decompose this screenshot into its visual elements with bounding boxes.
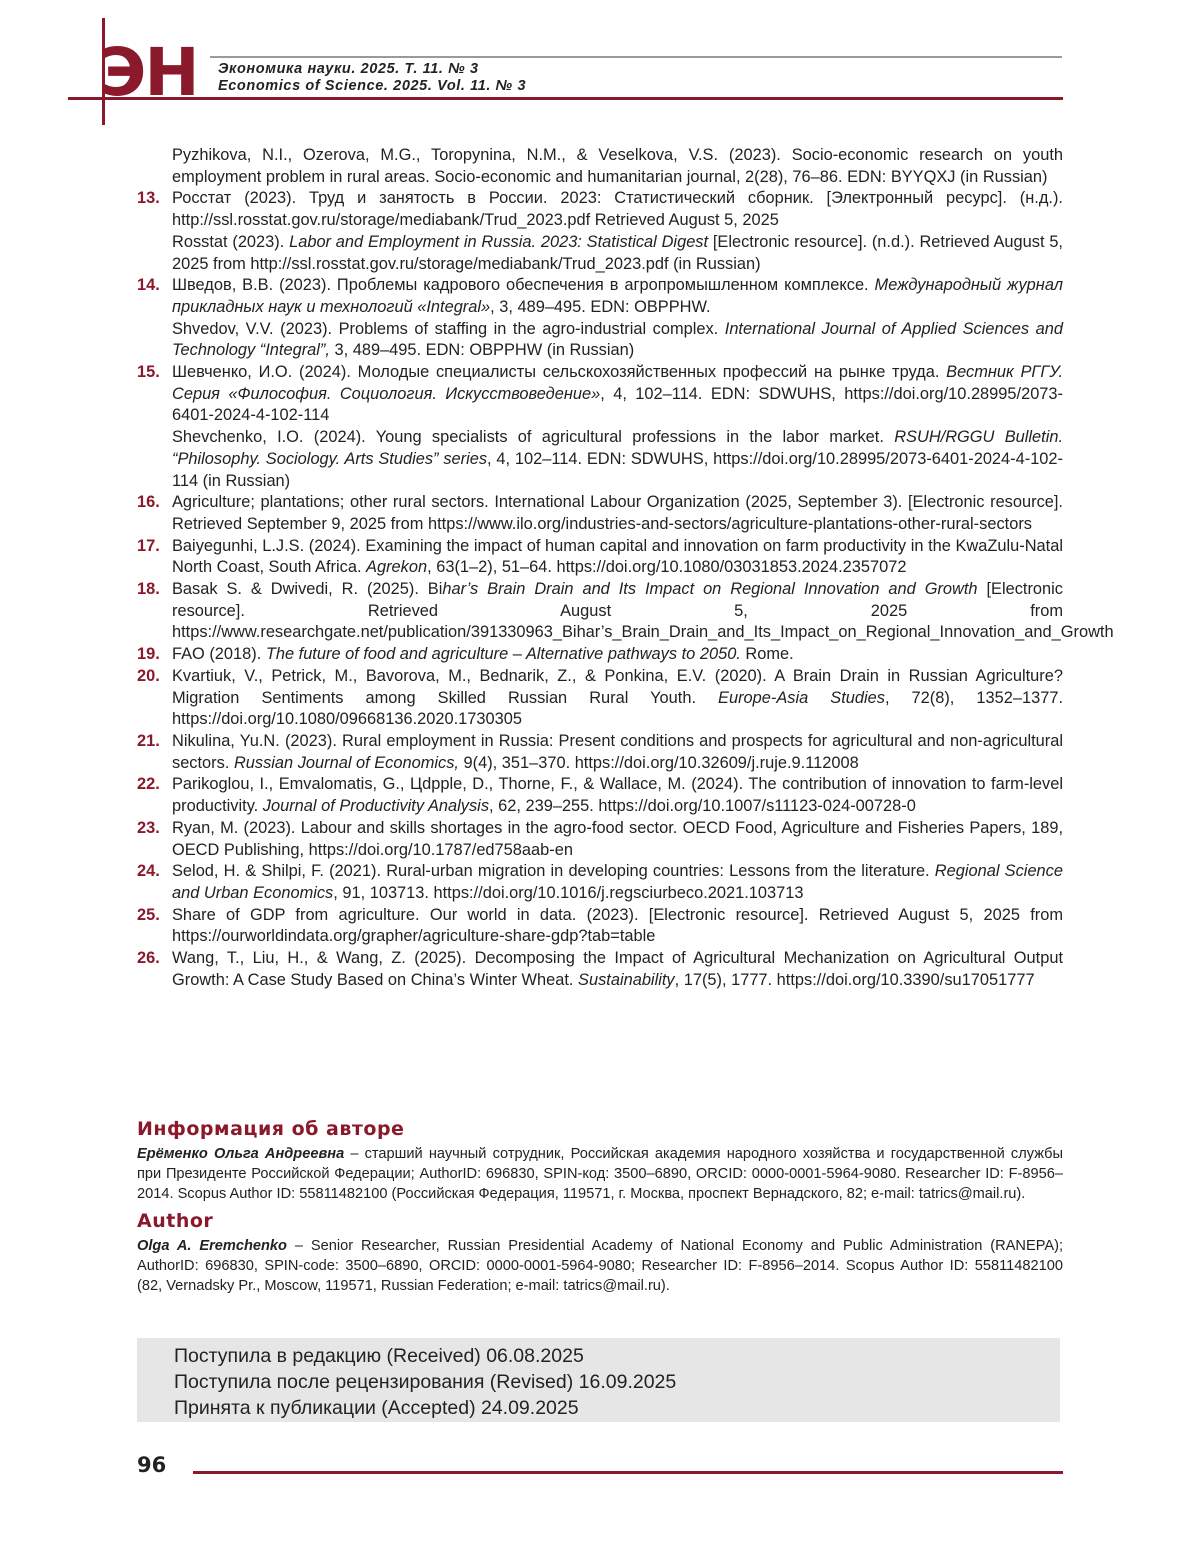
- author-info-ru: Ерёменко Ольга Андреевна – старший научный сотрудник, Российская академия народного хозяйства и государственной службы при Президенте Российской Федерации; AuthorID: 696830, SPIN-код: 3500–6890, ORCID: 0000-0001-5964-9080. Researcher ID: F-8956–2014. Scopus Author ID: 55811482100 (Российская Федерация, 119571, г. Москва, проспект Вернадского, 82; e-mail: tatrics@mail.ru).: [137, 1144, 1063, 1204]
- reference-text: Wang, T., Liu, H., & Wang, Z. (2025). Decomposing the Impact of Agricultural Mechanization on Agricultural Output Growth: A Case Study Based on China’s Winter Wheat. Sustainability, 17(5), 1777. https://doi.org/10.3390/su17051777: [172, 948, 1063, 991]
- author-info-en: Olga A. Eremchenko – Senior Researcher, Russian Presidential Academy of National Economy and Public Administration (RANEPA); AuthorID: 696830, SPIN-code: 3500–6890, ORCID: 0000-0001-5964-9080; Researcher ID: F-8956–2014. Scopus Author ID: 55811482100 (82, Vernadsky Pr., Moscow, 119571, Russian Federation; e-mail: tatrics@mail.ru).: [137, 1236, 1063, 1296]
- reference-number: 24.: [137, 861, 160, 883]
- journal-title-en: Economics of Science. 2025. Vol. 11. № 3: [218, 78, 526, 94]
- reference-item: [137, 774, 1063, 817]
- reference-item: [137, 644, 1063, 666]
- reference-number: 15.: [137, 362, 160, 384]
- reference-text-en: Shevchenko, I.O. (2024). Young specialists of agricultural professions in the labor market. RSUH/RGGU Bulletin. “Philosophy. Sociology. Arts Studies” series, 4, 102–114. EDN: SDWUHS, https://doi.org/10.28995/2073-6401-2024-4-102-114 (in Russian): [172, 427, 1063, 492]
- reference-item: [137, 905, 1063, 948]
- journal-title-ru: Экономика науки. 2025. Т. 11. № 3: [218, 61, 479, 77]
- reference-text-ru: Росстат (2023). Труд и занятость в России. 2023: Статистический сборник. [Электронный ресурс]. (н.д.). http://ssl.rosstat.gov.ru/storage/mediabank/Trud_2023.pdf Retrieved August 5, 2025: [172, 188, 1063, 231]
- reference-number: 25.: [137, 905, 160, 927]
- reference-number: 19.: [137, 644, 160, 666]
- reference-number: 18.: [137, 579, 160, 601]
- reference-item: [137, 362, 1063, 492]
- reference-number: 23.: [137, 818, 160, 840]
- footer-rule: [193, 1471, 1063, 1474]
- reference-text-ru: Шевченко, И.О. (2024). Молодые специалисты сельскохозяйственных профессий на рынке труда. Вестник РГГУ. Серия «Философия. Социология. Искусствоведение», 4, 102–114. EDN: SDWUHS, https://doi.org/10.28995/2073-6401-2024-4-102-114: [172, 362, 1063, 427]
- reference-text: Parikoglou, I., Emvalomatis, G., Цdpple, D., Thorne, F., & Wallace, M. (2024). The contribution of innovation to farm-level productivity. Journal of Productivity Analysis, 62, 239–255. https://doi.org/10.1007/s11123-024-00728-0: [172, 774, 1063, 817]
- reference-number: 13.: [137, 188, 160, 210]
- author-name-en: Olga A. Eremchenko: [137, 1238, 287, 1254]
- reference-item: [137, 948, 1063, 991]
- reference-text-en: Shvedov, V.V. (2023). Problems of staffing in the agro-industrial complex. International Journal of Applied Sciences and Technology “Integral”, 3, 489–495. EDN: OBPPHW (in Russian): [172, 319, 1063, 362]
- reference-number: 26.: [137, 948, 160, 970]
- reference-item: [137, 666, 1063, 731]
- reference-item: [137, 818, 1063, 861]
- reference-number: 14.: [137, 275, 160, 297]
- reference-item: [137, 579, 1063, 644]
- author-section: [137, 1112, 1063, 1302]
- reference-text: FAO (2018). The future of food and agriculture – Alternative pathways to 2050. Rome.: [172, 644, 1063, 666]
- reference-text: Agriculture; plantations; other rural sectors. International Labour Organization (2025, September 3). [Electronic resource]. Retrieved September 9, 2025 from https://www.ilo.org/industries-and-sectors/agriculture-plantations-other-rural-sectors: [172, 492, 1063, 535]
- reference-text: Baiyegunhi, L.J.S. (2024). Examining the impact of human capital and innovation on farm productivity in the KwaZulu-Natal North Coast, South Africa. Agrekon, 63(1–2), 51–64. https://doi.org/10.1080/03031853.2024.2357072: [172, 536, 1063, 579]
- received-date: Поступила в редакцию (Received) 06.08.2025: [174, 1345, 584, 1368]
- reference-text: Kvartiuk, V., Petrick, M., Bavorova, M., Bednarik, Z., & Ponkina, E.V. (2020). A Brain Drain in Russian Agriculture? Migration Sentiments among Skilled Russian Rural Youth. Europe-Asia Studies, 72(8), 1352–1377. https://doi.org/10.1080/09668136.2020.1730305: [172, 666, 1063, 731]
- reference-item: [137, 188, 1063, 275]
- revised-date: Поступила после рецензирования (Revised) 16.09.2025: [174, 1371, 676, 1394]
- reference-item: [137, 275, 1063, 362]
- page-number: 96: [137, 1453, 166, 1477]
- header-grey-rule: [210, 56, 1062, 58]
- author-name-ru: Ерёменко Ольга Андреевна: [137, 1146, 344, 1162]
- reference-item: [137, 536, 1063, 579]
- reference-text: Share of GDP from agriculture. Our world in data. (2023). [Electronic resource]. Retrieved August 5, 2025 from https://ourworldindata.org/grapher/agriculture-share-gdp?tab=table: [172, 905, 1063, 948]
- header-red-rule: [68, 97, 1063, 100]
- reference-text-en: Rosstat (2023). Labor and Employment in Russia. 2023: Statistical Digest [Electronic resource]. (n.d.). Retrieved August 5, 2025 from http://ssl.rosstat.gov.ru/storage/mediabank/Trud_2023.pdf (in Russian): [172, 232, 1063, 275]
- reference-number: 17.: [137, 536, 160, 558]
- reference-text: Basak S. & Dwivedi, R. (2025). Bihar’s Brain Drain and Its Impact on Regional Innovation and Growth [Electronic resource]. Retrieved August 5, 2025 from https://www.researchgate.net/publication/391330963_Bihar’s_Brain_Drain_and_Its_Impact_on_Regional_Innovation_and_Growth: [172, 579, 1063, 644]
- reference-number: 21.: [137, 731, 160, 753]
- reference-number: 20.: [137, 666, 160, 688]
- author-info-heading-en: Author: [137, 1210, 1063, 1232]
- accepted-date: Принята к публикации (Accepted) 24.09.2025: [174, 1397, 579, 1420]
- reference-list: [137, 145, 1063, 991]
- reference-text: Ryan, M. (2023). Labour and skills shortages in the agro-food sector. OECD Food, Agriculture and Fisheries Papers, 189, OECD Publishing, https://doi.org/10.1787/ed758aab-en: [172, 818, 1063, 861]
- reference-text: Nikulina, Yu.N. (2023). Rural employment in Russia: Present conditions and prospects for agricultural and non-agricultural sectors. Russian Journal of Economics, 9(4), 351–370. https://doi.org/10.32609/j.ruje.9.112008: [172, 731, 1063, 774]
- reference-item: [137, 145, 1063, 188]
- reference-item: [137, 492, 1063, 535]
- reference-number: 22.: [137, 774, 160, 796]
- reference-text: Pyzhikova, N.I., Ozerova, M.G., Toropynina, N.M., & Veselkova, V.S. (2023). Socio-economic research on youth employment problem in rural areas. Socio-economic and humanitarian journal, 2(28), 76–86. EDN: BYYQXJ (in Russian): [172, 145, 1063, 188]
- reference-number: 16.: [137, 492, 160, 514]
- publication-dates-box: [137, 1338, 1060, 1422]
- reference-text: Selod, H. & Shilpi, F. (2021). Rural-urban migration in developing countries: Lessons from the literature. Regional Science and Urban Economics, 91, 103713. https://doi.org/10.1016/j.regsciurbeco.2021.103713: [172, 861, 1063, 904]
- reference-item: [137, 731, 1063, 774]
- reference-text-ru: Шведов, В.В. (2023). Проблемы кадрового обеспечения в агропромышленном комплексе. Международный журнал прикладных наук и технологий «Integral», 3, 489–495. EDN: OBPPHW.: [172, 275, 1063, 318]
- journal-logo: ЭН: [98, 40, 198, 106]
- author-info-heading-ru: Информация об авторе: [137, 1118, 1063, 1140]
- reference-item: [137, 861, 1063, 904]
